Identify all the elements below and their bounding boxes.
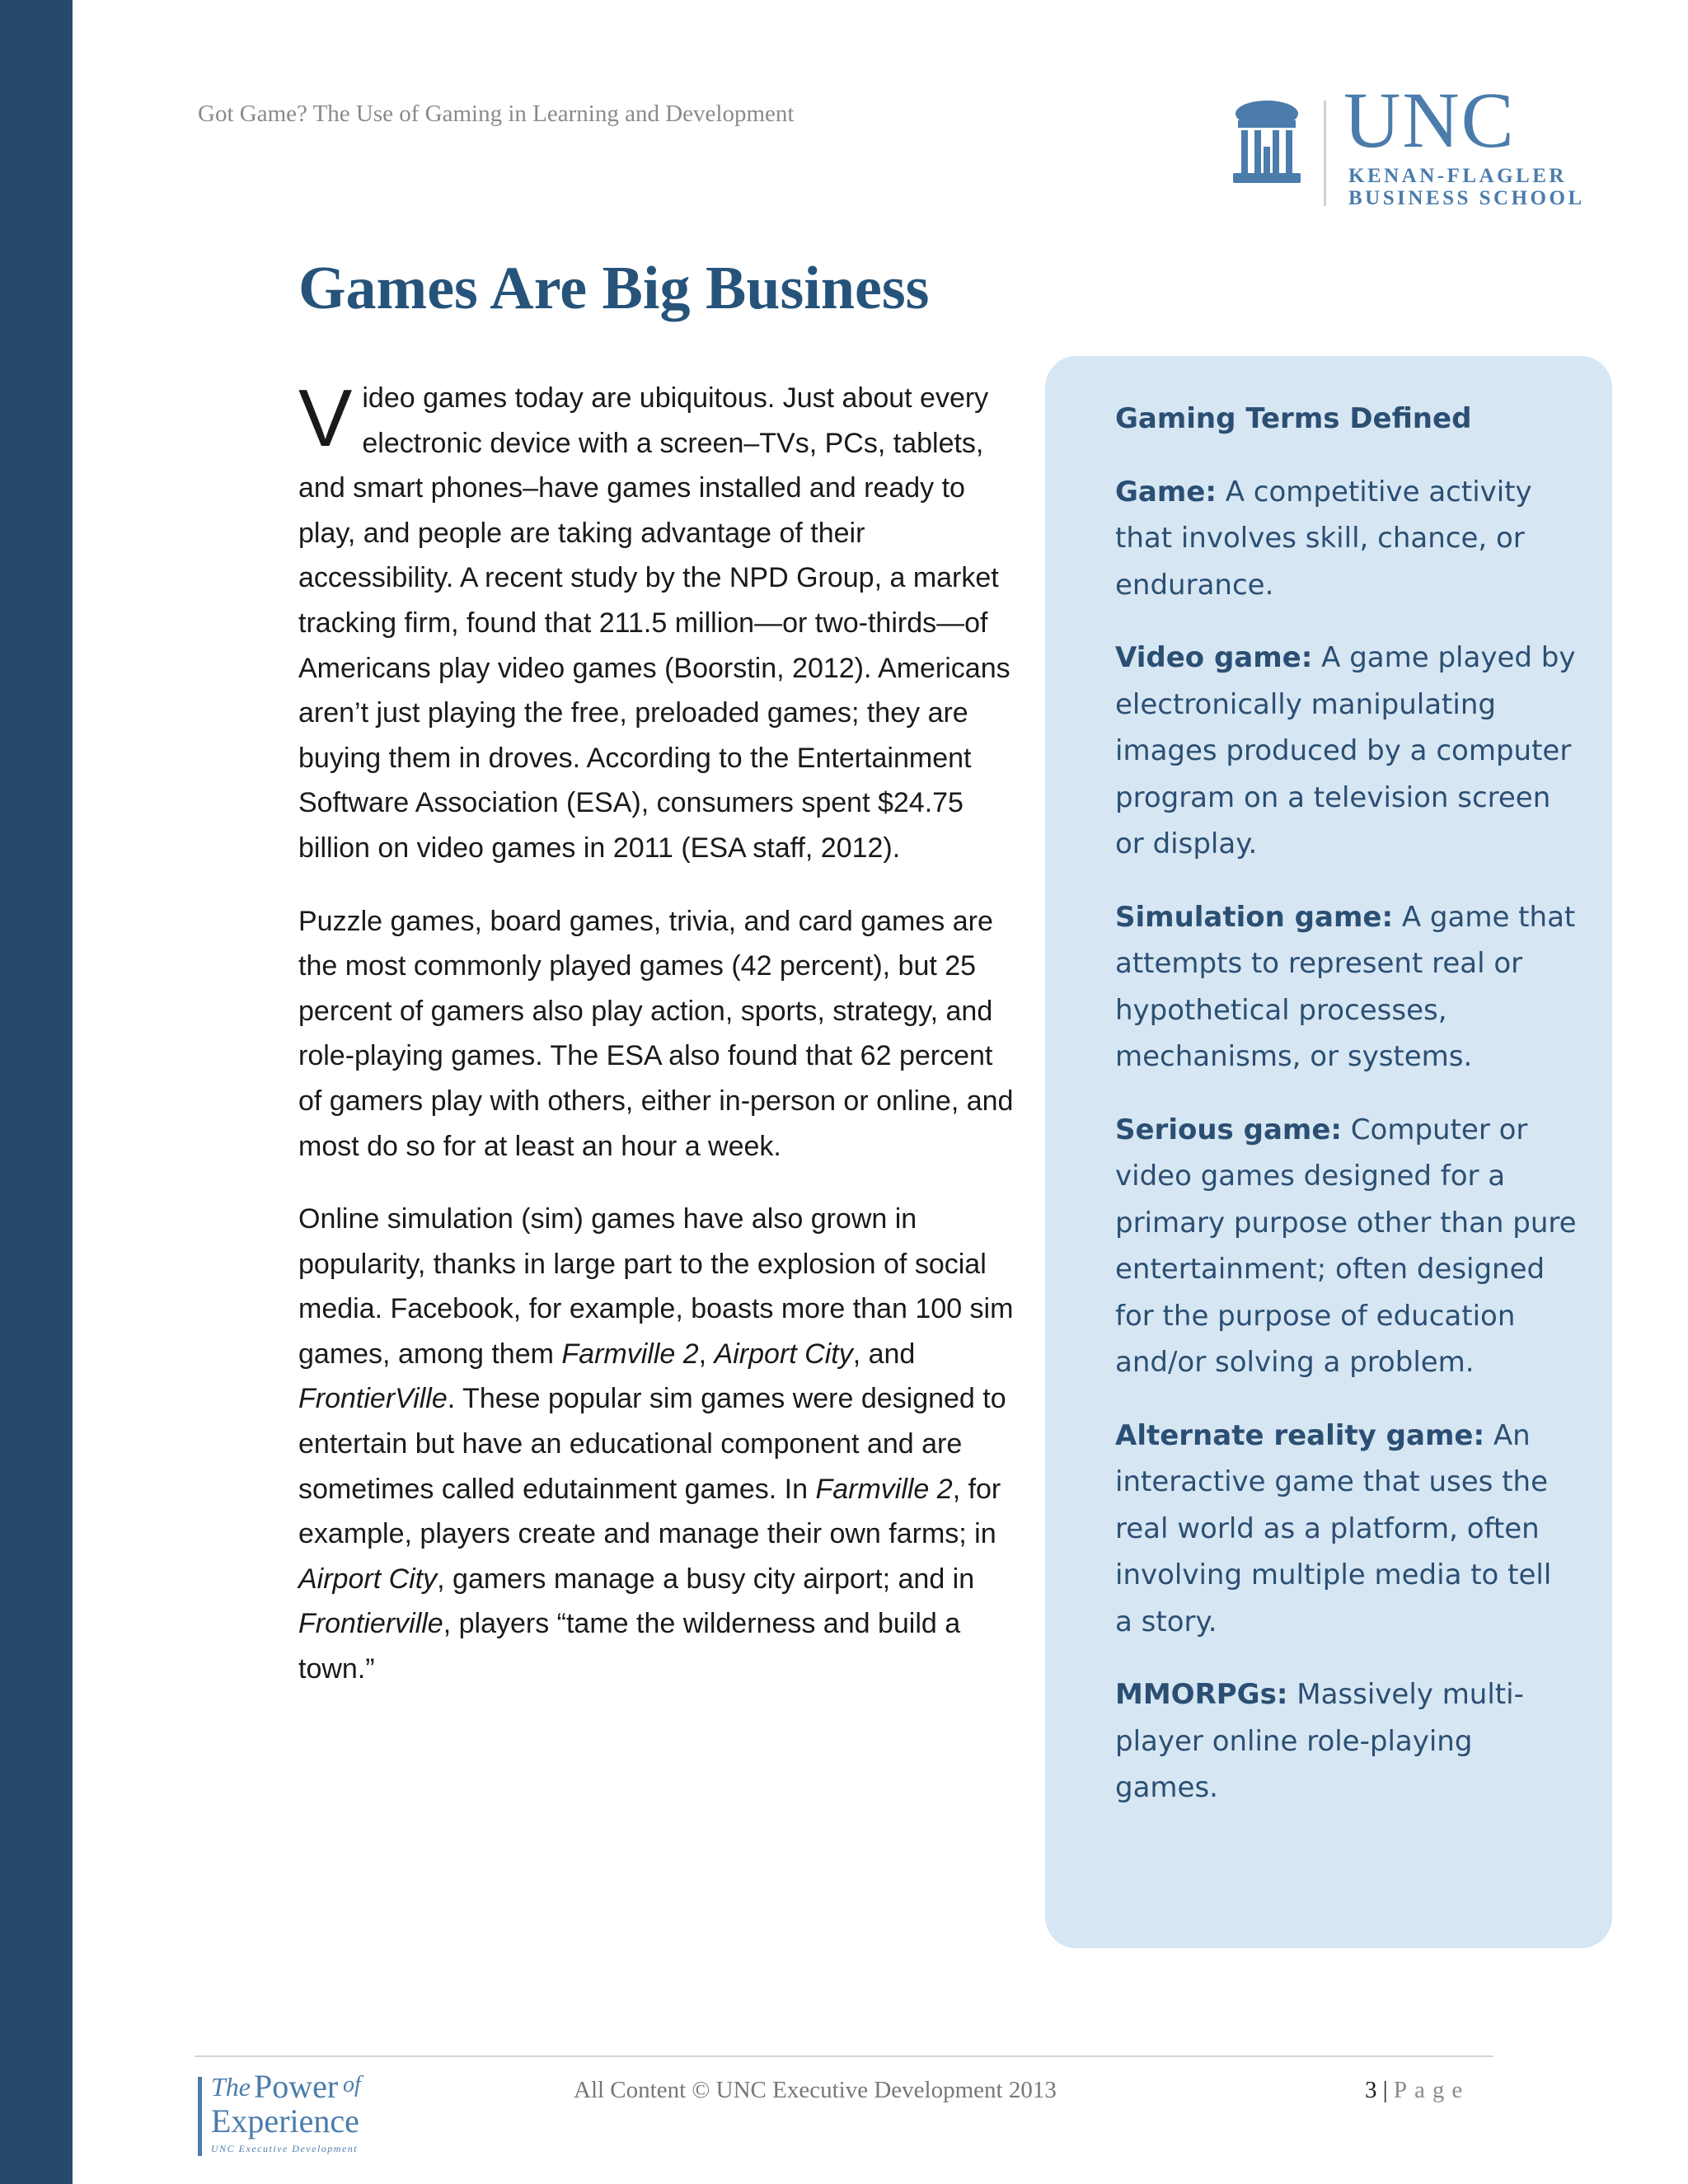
term-text: An interactive game that uses the real world as a platform, often involving multiple media to tell a story. [1115,1418,1552,1638]
term-definition [1115,635,1577,868]
term-definition [1115,1413,1577,1646]
term-text: A game that attempts to represent real or hypothetical processes, mechanisms, or systems. [1115,900,1576,1073]
footer-copyright: All Content © UNC Executive Development 2013 [574,2077,1057,2103]
term-name: Video game: [1115,641,1313,674]
paragraph-3 [298,1197,1024,1692]
term-definition [1115,1107,1577,1386]
term-text: A competitive activity that involves skill, chance, or endurance. [1115,475,1532,602]
term-name: Alternate reality game: [1115,1418,1485,1452]
p3-text: , and [852,1338,916,1370]
old-well-icon [1233,97,1301,188]
p3-text: , [698,1338,715,1370]
page-number [1365,2077,1470,2104]
article-body [298,373,1024,1720]
logo-subtitle-line1: KENAN-FLAGLER [1348,165,1567,187]
term-name: Serious game: [1115,1113,1342,1146]
term-name: Game: [1115,475,1217,509]
logo-divider [1324,101,1326,206]
term-text: A game played by electronically manipulating images produced by a computer program on a television screen or display. [1115,641,1576,860]
power-of-experience-logo [198,2068,396,2163]
page-separator: | [1382,2077,1388,2103]
p3-text: , for example, players create and manage their own farms; in [298,1473,1001,1550]
game-title: Farmville 2 [561,1338,699,1370]
paragraph-1-text: ideo games today are ubiquitous. Just about every electronic device with a screen–TVs, PCs, tablets, and smart phones–have games installed and ready to play, and people are taking advantage of their accessibility. A recent study by the NPD Group, a market tracking firm, found that 211.5 million—or two-thirds—of Americans play video games (Boorstin, 2012). Americans aren’t just playing the free, preloaded games; they are buying them in droves. According to the Entertainment Software Association (ESA), consumers spent $24.75 billion on video games in 2011 (ESA staff, 2012). [298,382,1010,864]
paragraph-2: Puzzle games, board games, trivia, and card games are the most commonly played games (42 percent), but 25 percent of gamers also play action, sports, strategy, and role-playing games. The ESA also found that 62 percent of gamers play with others, either in-person or online, and most do so for at least an hour a week. [298,905,1014,1162]
page-number-value: 3 [1365,2077,1377,2103]
left-color-stripe [0,0,73,2184]
logo-wordmark: UNC [1343,76,1516,164]
footer-logo-of: of [343,2072,361,2097]
paragraph-1 [298,373,1024,871]
running-header: Got Game? The Use of Gaming in Learning and Development [198,101,795,127]
page-label: Page [1393,2077,1470,2103]
footer-logo-the: The [211,2072,251,2102]
term-definition [1115,469,1577,609]
game-title: Frontierville [298,1608,443,1640]
logo-subtitle [1348,165,1585,209]
game-title: Farmville 2 [815,1473,953,1505]
sidebar-content [1115,396,1577,1838]
term-name: MMORPGs: [1115,1678,1288,1711]
logo-subtitle-line2: BUSINESS SCHOOL [1348,187,1585,209]
term-definition [1115,1671,1577,1811]
p3-text: , gamers manage a busy city airport; and in [437,1563,975,1595]
footer-logo-tagline: UNC Executive Development [211,2143,359,2154]
footer-logo-power: Power [254,2068,339,2105]
term-text: Massively multi-player online role-playing games. [1115,1678,1524,1804]
p3-text: , players “tame the wilderness and build a town.” [298,1608,961,1685]
gaming-terms-sidebar [1045,356,1612,1948]
p3-text: . These popular sim games were designed to entertain but have an educational component and are sometimes called edutainment games. In [298,1383,1006,1505]
game-title: Airport City [298,1563,438,1595]
footer-logo-experience: Experience [211,2102,359,2139]
footer-divider [195,2055,1493,2057]
footer-logo-bar [198,2077,202,2156]
game-title: Airport City [714,1338,853,1370]
drop-cap: V [298,373,353,463]
game-title: FrontierVille [298,1383,448,1415]
term-name: Simulation game: [1115,900,1394,934]
term-definition [1115,894,1577,1080]
sidebar-title: Gaming Terms Defined [1115,402,1472,435]
unc-kenan-flagler-logo [1233,76,1596,213]
p3-text: Online simulation (sim) games have also grown in popularity, thanks in large part to the explosion of social media. Facebook, for example, boasts more than 100 sim games, among them [298,1203,1014,1370]
term-text: Computer or video games designed for a primary purpose other than pure entertainment; often designed for the purpose of education and/or solving a problem. [1115,1113,1577,1379]
page-title: Games Are Big Business [298,255,930,322]
